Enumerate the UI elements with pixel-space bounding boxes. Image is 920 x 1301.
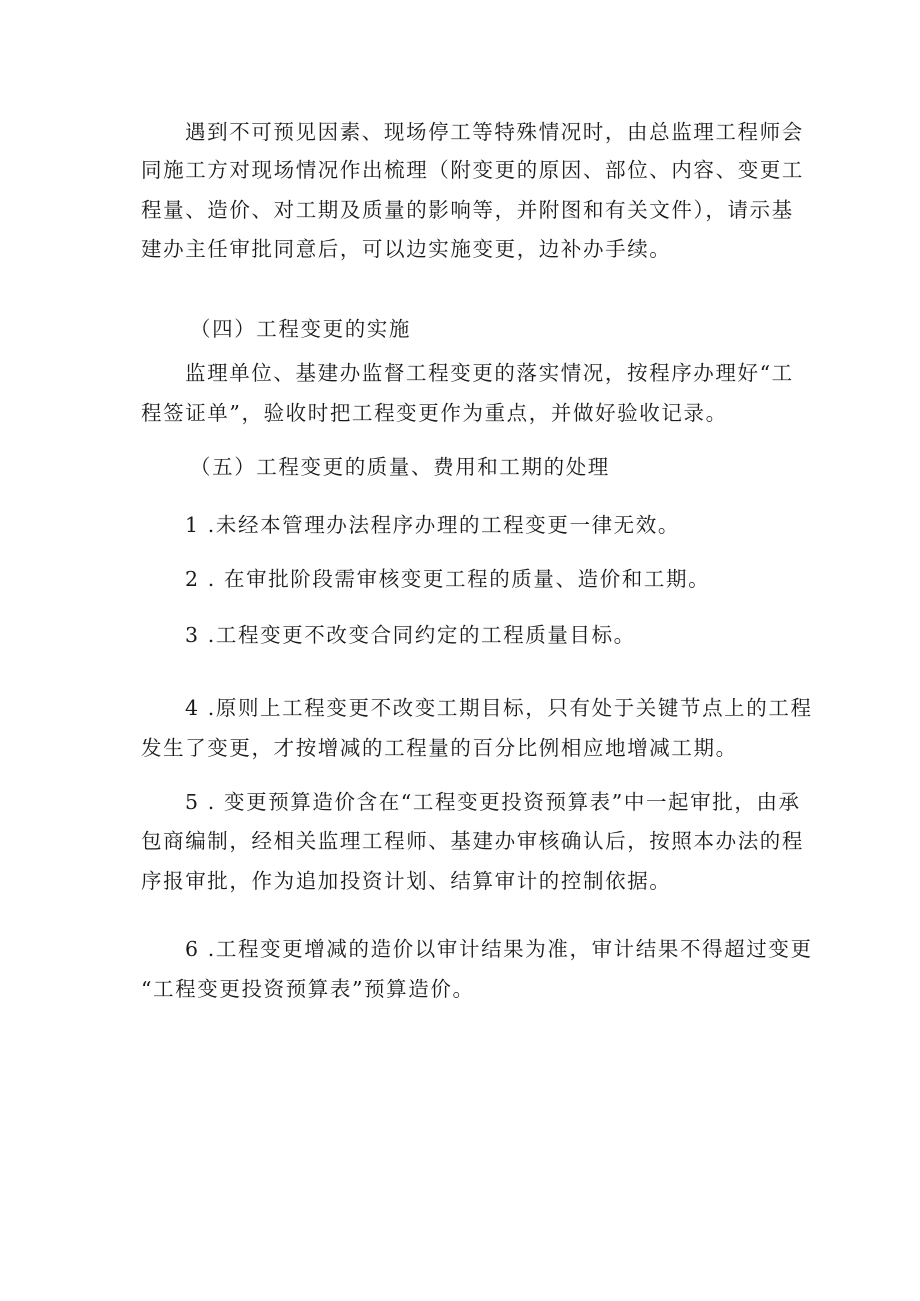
list-item-1: 1 .未经本管理办法程序办理的工程变更一律无效。 (185, 513, 680, 537)
list-item-4-line-2: 发生了变更，才按增减的工程量的百分比例相应地增减工期。 (141, 736, 738, 760)
section-heading-implementation: （四）工程变更的实施 (190, 317, 411, 341)
paragraph-special-circumstances-line-2: 同施工方对现场情况作出梳理（附变更的原因、部位、内容、变更工 (141, 158, 804, 182)
list-item-4-line-1: 4 .原则上工程变更不改变工期目标，只有处于关键节点上的工程 (185, 696, 813, 720)
paragraph-supervision-line-2: 程签证单”，验收时把工程变更作为重点，并做好验收记录。 (141, 401, 728, 425)
section-heading-quality-cost-schedule: （五）工程变更的质量、费用和工期的处理 (190, 455, 610, 479)
list-item-5-line-3: 序报审批，作为追加投资计划、结算审计的控制依据。 (141, 869, 672, 893)
paragraph-supervision-line-1: 监理单位、基建办监督工程变更的落实情况，按程序办理好“工 (185, 361, 794, 385)
list-item-2: 2 . 在审批阶段需审核变更工程的质量、造价和工期。 (185, 567, 711, 591)
list-item-6-line-2: “工程变更投资预算表”预算造价。 (141, 977, 475, 1001)
paragraph-special-circumstances-line-3: 程量、造价、对工期及质量的影响等，并附图和有关文件），请示基 (141, 198, 794, 222)
list-item-5-line-2: 包商编制，经相关监理工程师、基建办审核确认后，按照本办法的程 (141, 829, 804, 853)
paragraph-special-circumstances-line-4: 建办主任审批同意后，可以边实施变更，边补办手续。 (141, 237, 672, 261)
list-item-5-line-1: 5 . 变更预算造价含在“工程变更投资预算表”中一起审批，由承 (185, 790, 801, 814)
paragraph-special-circumstances-line-1: 遇到不可预见因素、现场停工等特殊情况时，由总监理工程师会 (185, 120, 804, 144)
list-item-6-line-1: 6 .工程变更增减的造价以审计结果为准，审计结果不得超过变更 (185, 937, 813, 961)
list-item-3: 3 .工程变更不改变合同约定的工程质量目标。 (185, 623, 636, 647)
